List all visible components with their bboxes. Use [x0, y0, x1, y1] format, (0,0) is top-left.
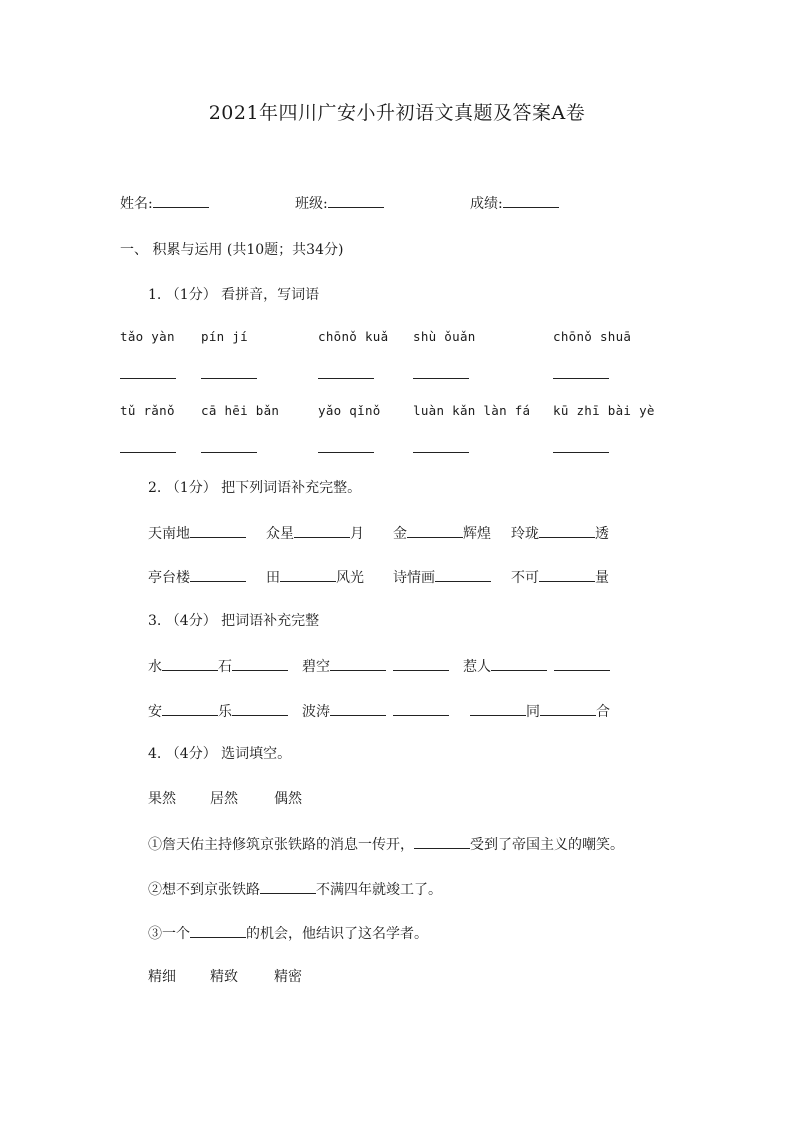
- answer-blank[interactable]: [190, 567, 246, 582]
- pinyin-item: pín jí: [201, 329, 248, 344]
- idiom-item: 众星 月: [266, 523, 364, 543]
- question-1-stem: 1. （1分） 看拼音，写词语: [148, 287, 320, 303]
- answer-blank[interactable]: [162, 701, 218, 716]
- class-blank[interactable]: [328, 193, 384, 208]
- fill-sentence: ③一个 的机会，他结识了这名学者。: [148, 923, 428, 943]
- word-choice: 居然: [210, 791, 238, 807]
- word-choice: 偶然: [274, 791, 302, 807]
- name-label: 姓名:: [120, 196, 153, 212]
- word-choice: 精密: [274, 969, 302, 985]
- answer-blank[interactable]: [491, 656, 547, 671]
- answer-blank[interactable]: [232, 656, 288, 671]
- page-title: 2021年四川广安小升初语文真题及答案A卷: [208, 102, 586, 124]
- answer-blank[interactable]: [201, 452, 257, 453]
- answer-blank[interactable]: [393, 715, 449, 716]
- word-choice: 果然: [148, 791, 176, 807]
- question-2-stem: 2. （1分） 把下列词语补充完整。: [148, 480, 362, 496]
- answer-blank[interactable]: [190, 923, 246, 938]
- answer-blank[interactable]: [553, 452, 609, 453]
- class-label: 班级:: [295, 196, 328, 212]
- word-item: 碧空: [302, 656, 386, 676]
- idiom-item: 诗情画: [393, 567, 491, 587]
- idiom-item: 田 风光: [266, 567, 364, 587]
- answer-blank[interactable]: [260, 879, 316, 894]
- word-item: 同 合: [470, 701, 610, 721]
- idiom-item: 亭台楼: [148, 567, 246, 587]
- answer-blank[interactable]: [294, 523, 350, 538]
- idiom-item: 玲珑 透: [511, 523, 609, 543]
- answer-blank[interactable]: [232, 701, 288, 716]
- idiom-item: 不可 量: [511, 567, 609, 587]
- answer-blank[interactable]: [162, 656, 218, 671]
- answer-blank[interactable]: [330, 656, 386, 671]
- section-heading: 一、 积累与运用 (共10题；共34分): [120, 242, 344, 258]
- answer-blank[interactable]: [553, 378, 609, 379]
- name-blank[interactable]: [153, 193, 209, 208]
- word-item: 波涛: [302, 701, 386, 721]
- answer-blank[interactable]: [318, 378, 374, 379]
- idiom-item: 天南地: [148, 523, 246, 543]
- pinyin-item: cā hēi bǎn: [201, 403, 280, 418]
- score-label: 成绩:: [470, 196, 503, 212]
- answer-blank[interactable]: [201, 378, 257, 379]
- class-field[interactable]: [295, 193, 384, 213]
- idiom-item: 金 辉煌: [393, 523, 491, 543]
- answer-blank[interactable]: [413, 378, 469, 379]
- answer-blank[interactable]: [413, 452, 469, 453]
- answer-blank[interactable]: [414, 834, 470, 849]
- word-choice: 精细: [148, 969, 176, 985]
- pinyin-item: yǎo qǐnǒ: [318, 403, 381, 418]
- word-item: 水 石: [148, 656, 288, 676]
- question-3-stem: 3. （4分） 把词语补充完整: [148, 613, 320, 629]
- answer-blank[interactable]: [470, 701, 526, 716]
- answer-blank[interactable]: [280, 567, 336, 582]
- pinyin-item: luàn kǎn làn fá: [413, 403, 531, 418]
- fill-sentence: ②想不到京张铁路 不满四年就竣工了。: [148, 879, 442, 899]
- answer-blank[interactable]: [120, 452, 176, 453]
- fill-sentence: ①詹天佑主持修筑京张铁路的消息一传开， 受到了帝国主义的嘲笑。: [148, 834, 624, 854]
- answer-blank[interactable]: [318, 452, 374, 453]
- word-item: 安 乐: [148, 701, 288, 721]
- pinyin-item: tǔ rǎnǒ: [120, 403, 175, 418]
- answer-blank[interactable]: [190, 523, 246, 538]
- answer-blank[interactable]: [539, 567, 595, 582]
- word-choice: 精致: [210, 969, 238, 985]
- answer-blank[interactable]: [407, 523, 463, 538]
- pinyin-item: chōnǒ kuǎ: [318, 329, 389, 344]
- answer-blank[interactable]: [120, 378, 176, 379]
- name-field[interactable]: [120, 193, 209, 213]
- pinyin-item: tǎo yàn: [120, 329, 175, 344]
- answer-blank[interactable]: [539, 523, 595, 538]
- pinyin-item: kū zhī bài yè: [553, 403, 655, 418]
- answer-blank[interactable]: [554, 670, 610, 671]
- answer-blank[interactable]: [435, 567, 491, 582]
- word-item: 惹人: [463, 656, 547, 676]
- answer-blank[interactable]: [540, 701, 596, 716]
- pinyin-item: chōnǒ shuā: [553, 329, 632, 344]
- score-blank[interactable]: [503, 193, 559, 208]
- answer-blank[interactable]: [330, 701, 386, 716]
- pinyin-item: shù ǒuǎn: [413, 329, 476, 344]
- question-4-stem: 4. （4分） 选词填空。: [148, 746, 292, 762]
- answer-blank[interactable]: [393, 670, 449, 671]
- score-field[interactable]: [470, 193, 559, 213]
